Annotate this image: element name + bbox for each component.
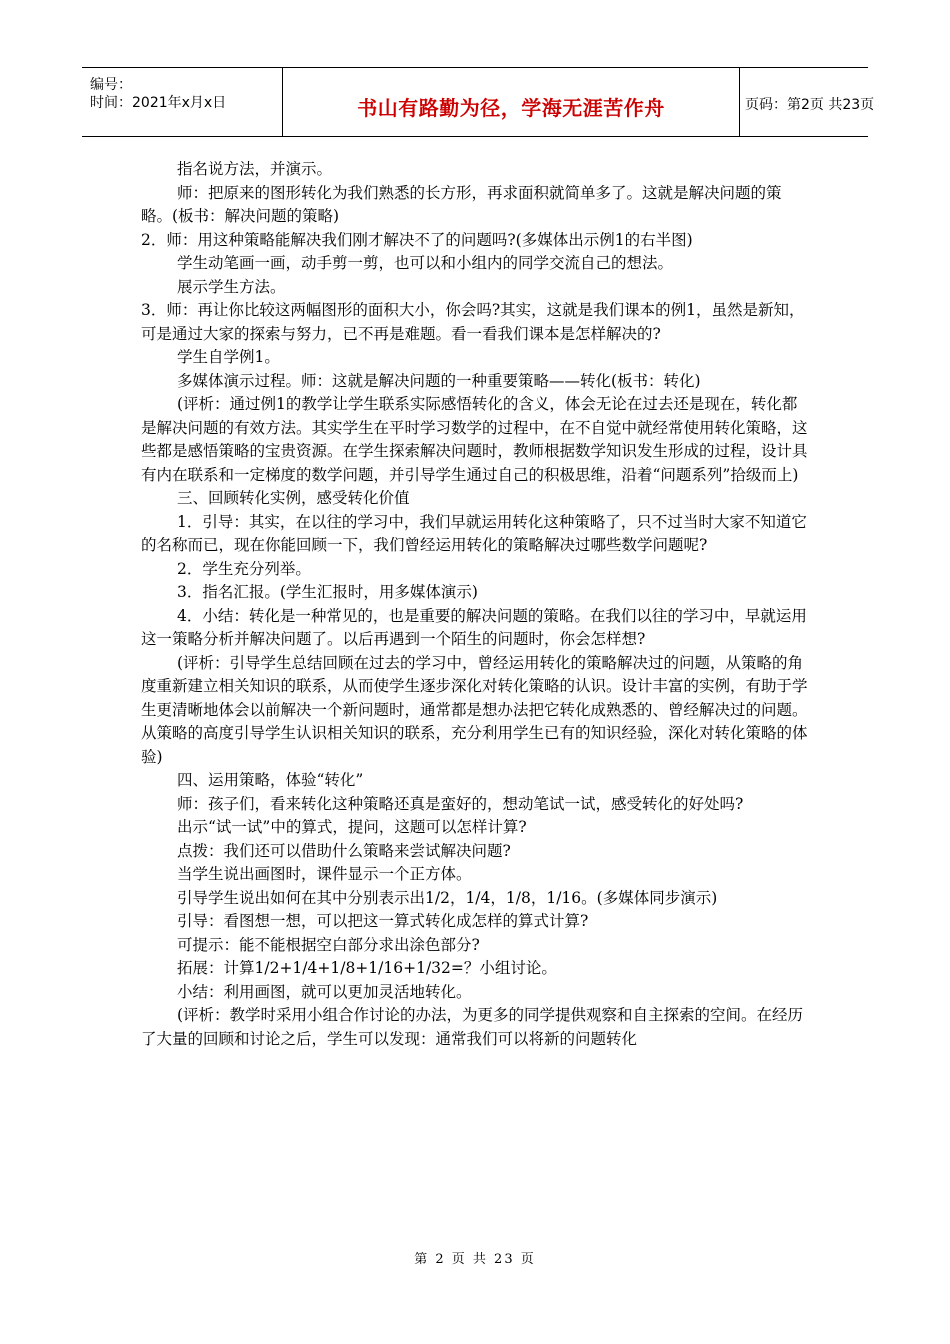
paragraph: (评析：引导学生总结回顾在过去的学习中，曾经运用转化的策略解决过的问题，从策略的角度重新建立相关知识的联系，从而使学生逐步深化对转化策略的认识。设计丰富的实例，有助于学生更清晰地体会以前解决一个新问题时，通常都是想办法把它转化成熟悉的、曾经解决过的问题。从策略的高度引导学生认识相关知识的联系，充分利用学生已有的知识经验，深化对转化策略的体验) [141,653,808,766]
paragraph: 引导学生说出如何在其中分别表示出1/2，1/4，1/8，1/16。(多媒体同步演示) [177,888,718,907]
paragraph: 小结：利用画图，就可以更加灵活地转化。 [177,982,472,1001]
paragraph: (评析：通过例1的教学让学生联系实际感悟转化的含义，体会无论在过去还是现在，转化都是解决问题的有效方法。其实学生在平时学习数学的过程中，在不自觉中就经常使用转化策略，这些都是感悟策略的宝贵资源。在学生探索解决问题时，教师根据数学知识发生形成的过程，设计具有内在联系和一定梯度的数学问题，并引导学生通过自己的积极思维，沿着“问题系列”拾级而上) [141,395,808,484]
paragraph: 当学生说出画图时，课件显示一个正方体。 [177,865,472,883]
paragraph: 师：孩子们，看来转化这种策略还真是蛮好的，想动笔试一试，感受转化的好处吗? [177,794,744,813]
paragraph: 2．师：用这种策略能解决我们刚才解决不了的问题吗?(多媒体出示例1的右半图) [141,230,693,249]
paragraph: 2．学生充分列举。 [177,559,311,578]
header-motto-cell [282,68,740,136]
page-header [82,67,875,137]
paragraph: 出示“试一试”中的算式，提问，这题可以怎样计算? [177,818,527,836]
paragraph: 点拨：我们还可以借助什么策略来尝试解决问题? [177,841,511,860]
page-footer: 第 2 页 共 23 页 [414,1252,536,1267]
document-body [141,158,811,1051]
date-label: 时间：2021年x月x日 [90,95,227,111]
serial-label: 编号： [90,77,132,93]
paragraph: 1．引导：其实，在以往的学习中，我们早就运用转化这种策略了，只不过当时大家不知道它的名称而已，现在你能回顾一下，我们曾经运用转化的策略解决过哪些数学问题呢? [141,512,807,554]
paragraph: 三、回顾转化实例，感受转化价值 [177,489,410,507]
paragraph: 指名说方法，并演示。 [177,160,333,178]
header-info-cell [82,68,282,136]
motto-text: 书山有路勤为径，学海无涯苦作舟 [357,96,665,120]
paragraph: 师：把原来的图形转化为我们熟悉的长方形，再求面积就简单多了。这就是解决问题的策略。(板书：解决问题的策略) [141,183,782,225]
paragraph: 3．指名汇报。(学生汇报时，用多媒体演示) [177,583,478,601]
paragraph: 多媒体演示过程。师：这就是解决问题的一种重要策略——转化(板书：转化) [177,371,701,390]
paragraph: 展示学生方法。 [177,277,286,296]
paragraph: 引导：看图想一想，可以把这一算式转化成怎样的算式计算? [177,912,589,930]
paragraph: 学生动笔画一画，动手剪一剪，也可以和小组内的同学交流自己的想法。 [177,254,674,272]
paragraph: 3．师：再让你比较这两幅图形的面积大小，你会吗?其实，这就是我们课本的例1，虽然是新知，可是通过大家的探索与努力，已不再是难题。看一看我们课本是怎样解决的? [141,301,805,343]
paragraph: 四、运用策略，体验“转化” [177,771,364,789]
paragraph: (评析：教学时采用小组合作讨论的办法，为更多的同学提供观察和自主探索的空间。在经历了大量的回顾和讨论之后，学生可以发现：通常我们可以将新的问题转化 [141,1006,804,1048]
header-page-label: 页码：第2页 共23页 [745,97,875,113]
header-page-cell [739,68,875,136]
paragraph: 可提示：能不能根据空白部分求出涂色部分? [177,935,480,954]
paragraph: 拓展：计算1/2+1/4+1/8+1/16+1/32=？小组讨论。 [177,959,557,977]
paragraph: 学生自学例1。 [177,348,280,366]
paragraph: 4．小结：转化是一种常见的，也是重要的解决问题的策略。在我们以往的学习中，早就运用这一策略分析并解决问题了。以后再遇到一个陌生的问题时，你会怎样想? [141,606,807,648]
